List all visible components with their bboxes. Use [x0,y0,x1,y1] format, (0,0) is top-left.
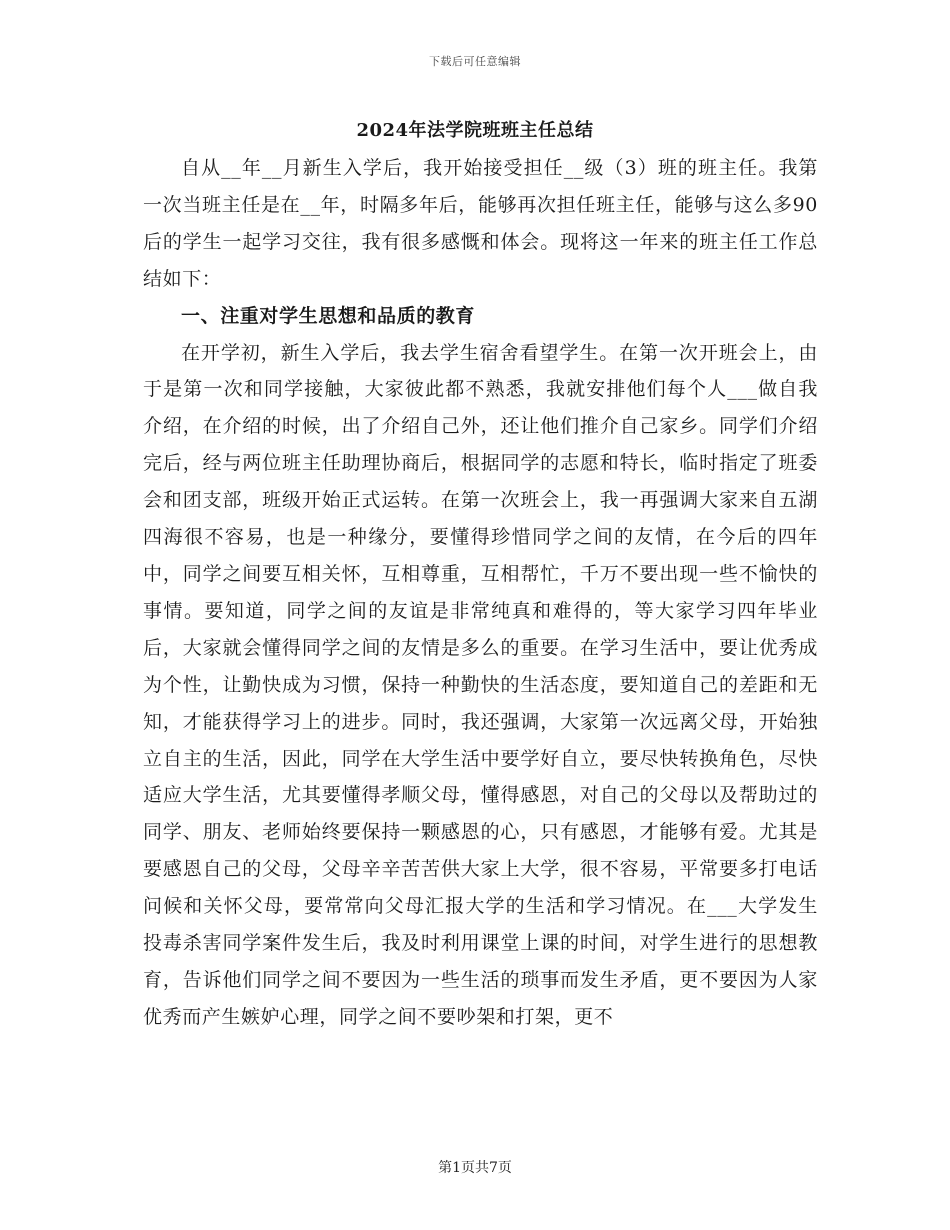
page-footer: 第1页共7页 [438,1160,512,1176]
section-heading: 一、注重对学生思想和品质的教育 [181,304,476,327]
section-paragraph: 在开学初，新生入学后，我去学生宿舍看望学生。在第一次开班会上，由于是第一次和同学接触，大家彼此都不熟悉，我就安排他们每个人___做自我介绍，在介绍的时候，出了介绍自己外，还让他们推介自己家乡。同学们介绍完后，经与两位班主任助理协商后，根据同学的志愿和特长，临时指定了班委会和团支部，班级开始正式运转。在第一次班会上，我一再强调大家来自五湖四海很不容易，也是一种缘分，要懂得珍惜同学之间的友情，在今后的四年中，同学之间要互相关怀，互相尊重，互相帮忙，千万不要出现一些不愉快的事情。要知道，同学之间的友谊是非常纯真和难得的，等大家学习四年毕业后，大家就会懂得同学之间的友情是多么的重要。在学习生活中，要让优秀成为个性，让勤快成为习惯，保持一种勤快的生活态度，要知道自己的差距和无知，才能获得学习上的进步。同时，我还强调，大家第一次远离父母，开始独立自主的生活，因此，同学在大学生活中要学好自立，要尽快转换角色，尽快适应大学生活，尤其要懂得孝顺父母，懂得感恩，对自己的父母以及帮助过的同学、朋友、老师始终要保持一颗感恩的心，只有感恩，才能够有爱。尤其是要感恩自己的父母，父母辛辛苦苦供大家上大学，很不容易，平常要多打电话问候和关怀父母，要常常向父母汇报大学的生活和学习情况。在___大学发生投毒杀害同学案件发生后，我及时利用课堂上课的时间，对学生进行的思想教育，告诉他们同学之间不要因为一些生活的琐事而发生矛盾，更不要因为人家优秀而产生嫉妒心理，同学之间不要吵架和打架，更不 [143,341,818,1028]
document-title: 2024年法学院班班主任总结 [356,120,594,141]
intro-paragraph: 自从__年__月新生入学后，我开始接受担任__级（3）班的班主任。我第一次当班主任是在__年，时隔多年后，能够再次担任班主任，能够与这么多90后的学生一起学习交往，我有很多感慨和体会。现将这一年来的班主任工作总结如下： [143,157,818,290]
header-note: 下载后可任意编辑 [429,55,521,68]
document-body [143,150,818,1036]
